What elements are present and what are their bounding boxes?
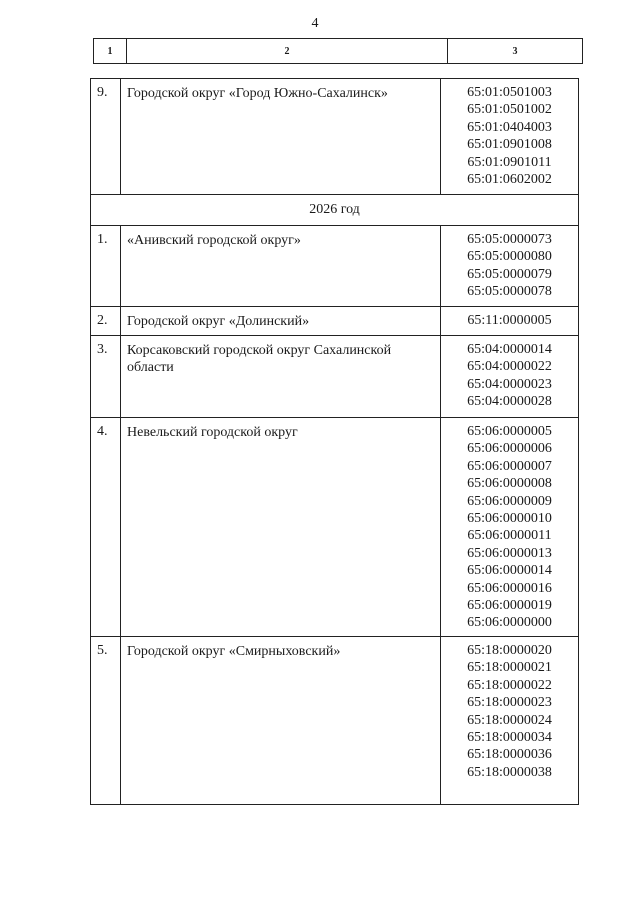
row-number: 3. xyxy=(91,336,121,417)
cadastral-code: 65:18:0000036 xyxy=(467,747,552,763)
section-title: 2026 год xyxy=(91,195,578,226)
row-number: 4. xyxy=(91,418,121,636)
cadastral-code: 65:18:0000038 xyxy=(467,764,552,780)
table-row xyxy=(91,79,578,195)
header-col-3: 3 xyxy=(512,45,518,57)
cadastral-code: 65:04:0000028 xyxy=(467,394,552,410)
cadastral-code: 65:06:0000010 xyxy=(467,511,552,527)
district-name: Городской округ «Смирныховский» xyxy=(121,637,441,804)
cadastral-code: 65:04:0000023 xyxy=(467,376,552,392)
cadastral-code: 65:18:0000020 xyxy=(467,643,552,658)
table-header xyxy=(93,38,583,64)
district-name: Корсаковский городской округ Сахалинской области xyxy=(121,336,441,417)
cadastral-code: 65:01:0501003 xyxy=(467,85,552,100)
cadastral-code: 65:18:0000034 xyxy=(467,730,552,746)
cadastral-code: 65:05:0000078 xyxy=(467,284,552,300)
table-row xyxy=(91,418,578,637)
cadastral-code: 65:06:0000007 xyxy=(467,458,552,474)
cadastral-code: 65:06:0000013 xyxy=(467,545,552,561)
cadastral-code: 65:06:0000014 xyxy=(467,563,552,579)
cadastral-code: 65:01:0602002 xyxy=(467,172,552,188)
cadastral-code: 65:05:0000073 xyxy=(467,232,552,247)
cadastral-code: 65:01:0901011 xyxy=(467,154,552,170)
row-number: 9. xyxy=(91,79,121,194)
cadastral-codes xyxy=(441,79,578,194)
cadastral-codes xyxy=(441,637,578,804)
header-col-1: 1 xyxy=(94,39,127,63)
cadastral-code: 65:18:0000022 xyxy=(467,677,552,693)
district-name: Невельский городской округ xyxy=(121,418,441,636)
cadastral-code: 65:06:0000005 xyxy=(467,424,552,439)
district-name: Городской округ «Город Южно-Сахалинск» xyxy=(121,79,441,194)
cadastral-code: 65:01:0404003 xyxy=(467,119,552,135)
table-row xyxy=(91,307,578,336)
cadastral-codes xyxy=(441,226,578,306)
table-row xyxy=(91,226,578,307)
header-col-2: 2 xyxy=(127,39,448,63)
row-number: 2. xyxy=(91,307,121,335)
cadastral-codes xyxy=(441,418,578,636)
cadastral-code: 65:11:0000005 xyxy=(467,313,552,328)
table-row xyxy=(91,336,578,418)
cadastral-code: 65:04:0000014 xyxy=(467,342,552,357)
cadastral-code: 65:06:0000006 xyxy=(467,441,552,457)
district-name: Городской округ «Долинский» xyxy=(121,307,441,335)
cadastral-codes xyxy=(441,336,578,417)
table-row xyxy=(91,637,578,804)
cadastral-code: 65:01:0901008 xyxy=(467,137,552,153)
cadastral-code: 65:06:0000008 xyxy=(467,476,552,492)
cadastral-code: 65:06:0000000 xyxy=(467,615,552,631)
cadastral-code: 65:06:0000009 xyxy=(467,493,552,509)
cadastral-code: 65:04:0000022 xyxy=(467,359,552,375)
cadastral-code: 65:06:0000016 xyxy=(467,580,552,596)
cadastral-code: 65:18:0000021 xyxy=(467,660,552,676)
page-number: 4 xyxy=(311,16,319,31)
districts-table xyxy=(90,78,579,805)
cadastral-codes xyxy=(441,307,578,335)
cadastral-code: 65:18:0000024 xyxy=(467,712,552,728)
row-number: 5. xyxy=(91,637,121,804)
cadastral-code: 65:05:0000080 xyxy=(467,249,552,265)
row-number: 1. xyxy=(91,226,121,306)
cadastral-code: 65:01:0501002 xyxy=(467,102,552,118)
district-name: «Анивский городской округ» xyxy=(121,226,441,306)
cadastral-code: 65:06:0000019 xyxy=(467,598,552,614)
cadastral-code: 65:18:0000023 xyxy=(467,695,552,711)
cadastral-code: 65:05:0000079 xyxy=(467,266,552,282)
cadastral-code: 65:06:0000011 xyxy=(467,528,552,544)
